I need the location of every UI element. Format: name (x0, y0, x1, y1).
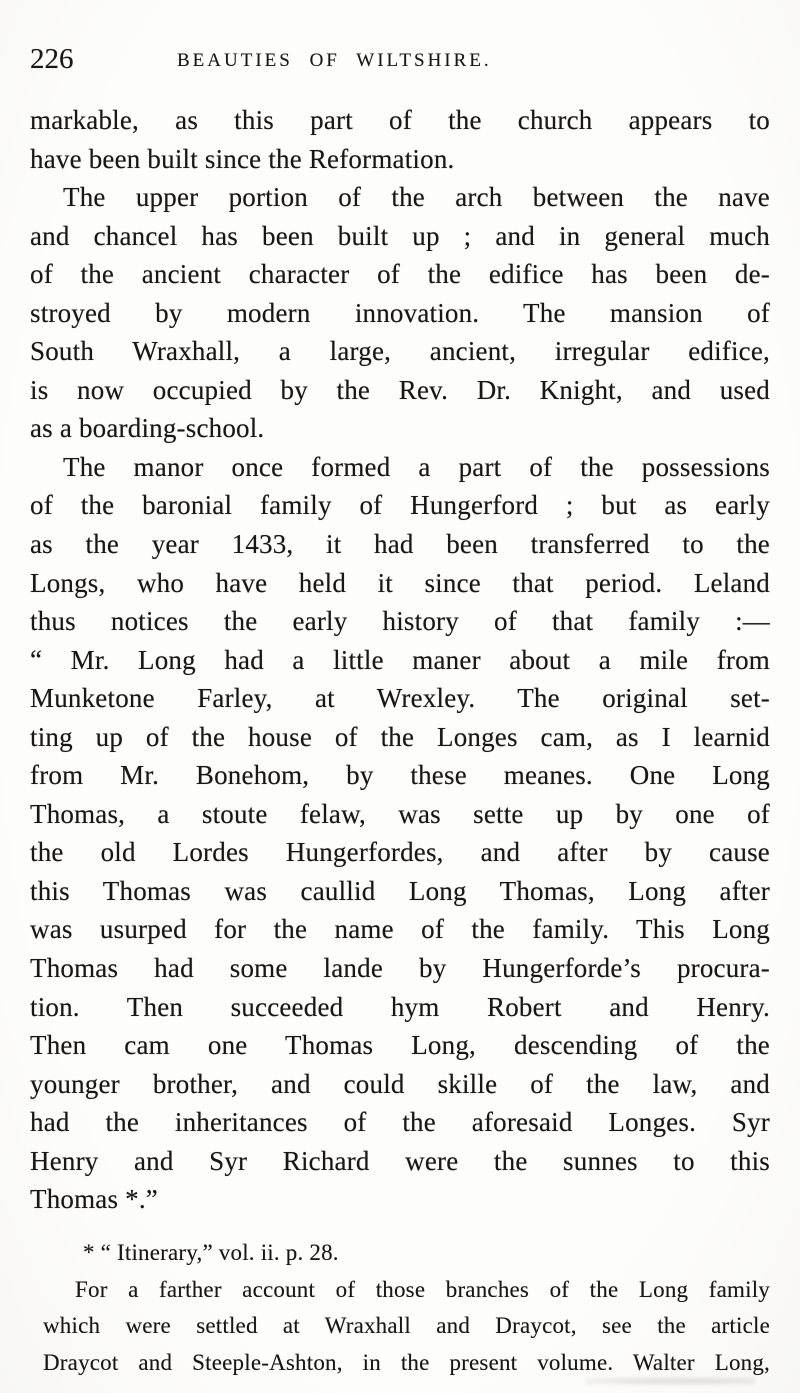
text-line: was usurped for the name of the family. This Long (30, 914, 770, 945)
text-line: as a boarding-school. (30, 413, 265, 444)
page-number: 226 (30, 43, 74, 75)
text-line: younger brother, and could skille of the law, and (30, 1068, 770, 1099)
body-text (30, 101, 770, 1219)
text-line: from Mr. Bonehom, by these meanes. One Long (30, 760, 770, 791)
running-title: BEAUTIES OF WILTSHIRE. (177, 50, 492, 71)
text-line: Then cam one Thomas Long, descending of the (30, 1030, 770, 1061)
paragraph (30, 448, 770, 1219)
text-line: this Thomas was caullid Long Thomas, Long after (30, 875, 770, 906)
text-line: “ Mr. Long had a little maner about a mile from (30, 644, 770, 675)
text-line: markable, as this part of the church appears to (30, 105, 770, 135)
text-line: South Wraxhall, a large, ancient, irregular edifice, (30, 336, 770, 367)
text-line: the old Lordes Hungerfordes, and after by cause (30, 837, 770, 868)
text-line: Thomas *.” (30, 1184, 158, 1215)
text-line: Longs, who have held it since that period. Leland (30, 567, 770, 598)
text-line: stroyed by modern innovation. The mansion of (30, 297, 770, 328)
text-line: had the inheritances of the aforesaid Longes. Syr (30, 1107, 770, 1138)
text-line: ting up of the house of the Longes cam, as I learnid (30, 721, 770, 752)
text-line: tion. Then succeeded hym Robert and Henry. (30, 991, 770, 1022)
footnote-line: which were settled at Wraxhall and Draycot, see the article (43, 1313, 770, 1339)
text-line: and chancel has been built up ; and in general much (30, 220, 770, 251)
text-line: The upper portion of the arch between the nave (63, 182, 770, 213)
text-line: of the ancient character of the edifice has been de- (30, 259, 770, 290)
paragraph (30, 178, 770, 448)
footnote (43, 1235, 770, 1381)
footnote-line: Draycot and Steeple-Ashton, in the present volume. Walter Long, (43, 1349, 770, 1375)
text-line: Thomas, a stoute felaw, was sette up by one of (30, 798, 770, 829)
text-line: The manor once formed a part of the possessions (63, 451, 770, 482)
scan-noise (585, 1375, 755, 1387)
text-line: is now occupied by the Rev. Dr. Knight, and used (30, 374, 770, 405)
text-line: Munketone Farley, at Wrexley. The original set- (30, 683, 770, 714)
text-line: Henry and Syr Richard were the sunnes to this (30, 1145, 770, 1176)
text-line: as the year 1433, it had been transferred to the (30, 529, 770, 560)
text-line: thus notices the early history of that family :— (30, 606, 770, 637)
text-line: Thomas had some lande by Hungerforde’s procura- (30, 953, 770, 984)
footnote-line: * “ Itinerary,” vol. ii. p. 28. (83, 1240, 339, 1265)
paragraph (30, 101, 770, 178)
text-line: of the baronial family of Hungerford ; but as early (30, 490, 770, 521)
footnote-line: For a farther account of those branches of the Long family (75, 1276, 770, 1302)
text-line: have been built since the Reformation. (30, 143, 455, 174)
